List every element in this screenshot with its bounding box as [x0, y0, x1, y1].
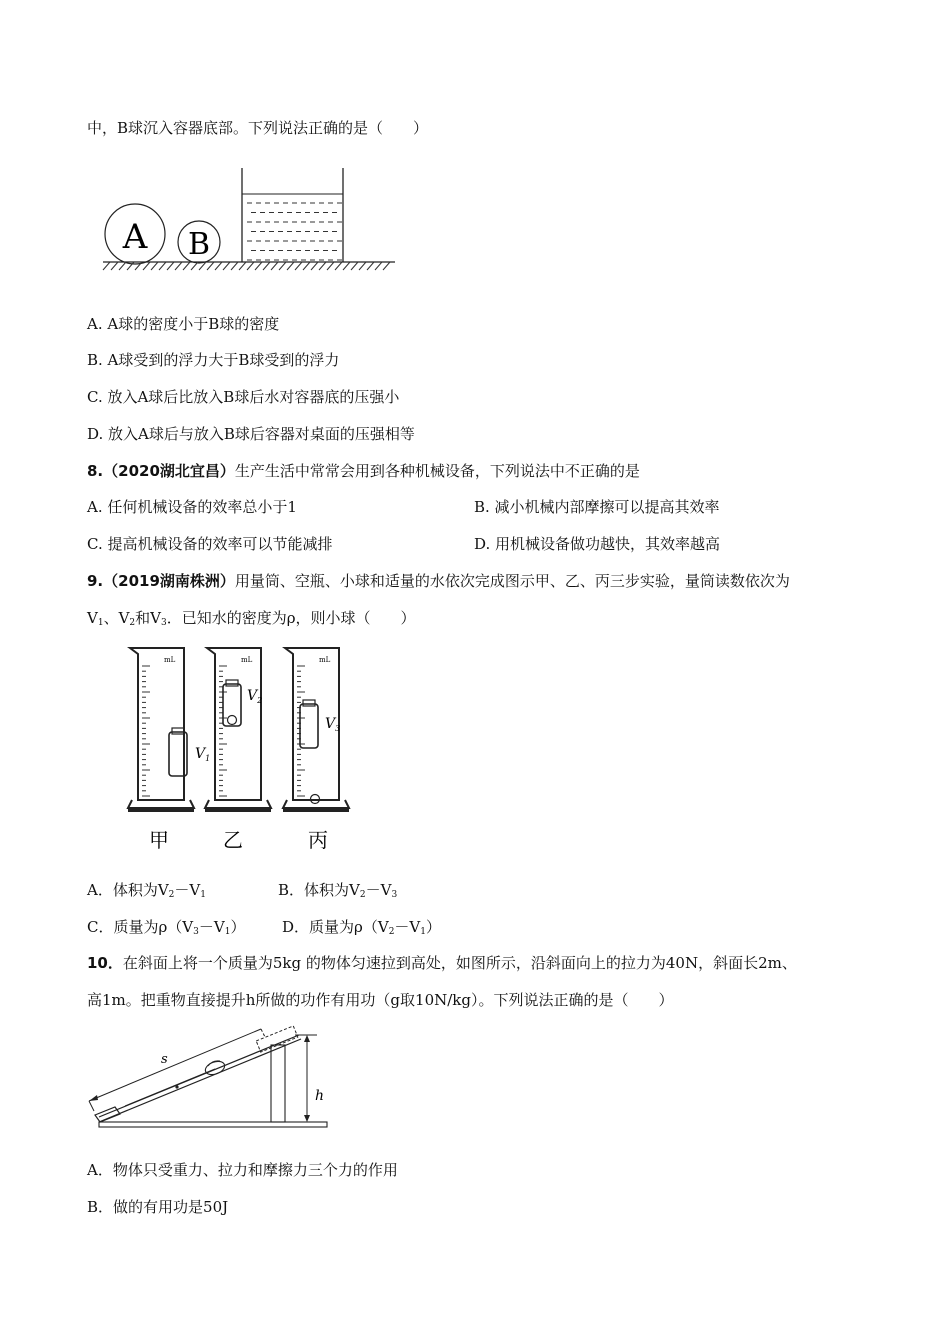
q9-stem-line2: $V_1$、$V_2$和$V_3$．已知水的密度为ρ，则小球（ ） — [87, 609, 416, 628]
q10-stem-line2: 高1m。把重物直接提升h所做的功作有用功（g取10N/kg）。下列说法正确的是（ ） — [87, 991, 674, 1009]
q7-figure — [100, 165, 400, 275]
v3-label: V — [325, 716, 336, 732]
ball-a-label: A — [122, 217, 148, 257]
cylinder-label-yi: 乙 — [223, 828, 243, 852]
incline-ground — [99, 1122, 327, 1127]
q8-option-c[interactable]: C. 提高机械设备的效率可以节能减排 — [87, 535, 333, 553]
support-block — [271, 1045, 285, 1122]
q10-stem-text: 在斜面上将一个质量为5kg 的物体匀速拉到高处，如图所示，沿斜面向上的拉力为40N，斜面长2m、 — [122, 954, 797, 972]
q9-figure — [115, 640, 365, 860]
ball-a — [105, 204, 165, 264]
ball-b-label: B — [187, 227, 211, 262]
v2-label: V — [247, 688, 258, 704]
q10-option-a[interactable]: A．物体只受重力、拉力和摩擦力三个力的作用 — [87, 1161, 398, 1179]
q9-option-c[interactable]: C．质量为$\rho(V_3-V_1)$ — [87, 918, 246, 937]
measuring-cylinder-2 — [205, 648, 271, 812]
cylinder-jia-contents — [169, 728, 210, 776]
table-surface — [103, 262, 395, 270]
unit-label-3: mL — [319, 656, 331, 664]
svg-text:V2: $V_2$ — [247, 688, 263, 705]
q10-stem-line1 — [87, 953, 797, 973]
q9-source: （2019湖南株洲） — [103, 572, 235, 590]
unit-label-1: mL — [164, 656, 176, 664]
q8-number: 8. — [87, 462, 104, 480]
h-label: h — [315, 1088, 325, 1104]
distance-indicator — [89, 1029, 265, 1111]
q9-stem-text: 用量筒、空瓶、小球和适量的水依次完成图示甲、乙、丙三步实验，量筒读数依次为 — [234, 572, 790, 590]
q8-stem-text: 生产生活中常常会用到各种机械设备，下列说法中不正确的是 — [234, 462, 640, 480]
q10-option-b[interactable]: B．做的有用功是50J — [87, 1198, 229, 1216]
water-container — [242, 168, 343, 262]
q9-option-d[interactable]: D．质量为$\rho(V_2-V_1)$ — [282, 918, 442, 937]
cylinder-label-bing: 丙 — [308, 828, 328, 852]
q10-figure — [85, 1025, 335, 1135]
q9-stem-line1 — [87, 571, 790, 591]
svg-text:V3: $V_3$ — [325, 716, 341, 733]
q7-option-b[interactable]: B. A球受到的浮力大于B球受到的浮力 — [87, 351, 340, 369]
q8-option-a[interactable]: A. 任何机械设备的效率总小于1 — [87, 498, 297, 516]
q7-stem-tail: 中，B球沉入容器底部。下列说法正确的是（ ） — [87, 119, 429, 137]
q10-number: 10． — [87, 954, 123, 972]
cylinder-label-jia: 甲 — [149, 828, 169, 852]
height-indicator — [295, 1035, 324, 1122]
q8-stem — [87, 461, 640, 481]
unit-label-2: mL — [241, 656, 253, 664]
q9-option-b[interactable]: B．体积为$V_2-V_3$ — [278, 881, 398, 900]
q7-option-a[interactable]: A. A球的密度小于B球的密度 — [87, 315, 280, 333]
ball-b — [178, 221, 220, 263]
q9-option-a[interactable]: A．体积为$V_2-V_1$ — [87, 881, 206, 900]
q8-option-d[interactable]: D. 用机械设备做功越快，其效率越高 — [474, 535, 721, 553]
svg-text:V1: $V_1$ — [195, 746, 211, 763]
pulling-hand — [125, 1026, 298, 1106]
q8-source: （2020湖北宜昌） — [103, 462, 235, 480]
q9-number: 9. — [87, 572, 104, 590]
s-label: s — [161, 1052, 168, 1067]
v1-label: V — [195, 746, 206, 762]
q7-option-c[interactable]: C. 放入A球后比放入B球后水对容器底的压强小 — [87, 388, 400, 406]
cylinder-bing-contents — [300, 700, 340, 804]
cylinder-yi-contents — [223, 680, 262, 726]
q8-option-b[interactable]: B. 减小机械内部摩擦可以提高其效率 — [474, 498, 720, 516]
q7-option-d[interactable]: D. 放入A球后与放入B球后容器对桌面的压强相等 — [87, 425, 415, 443]
